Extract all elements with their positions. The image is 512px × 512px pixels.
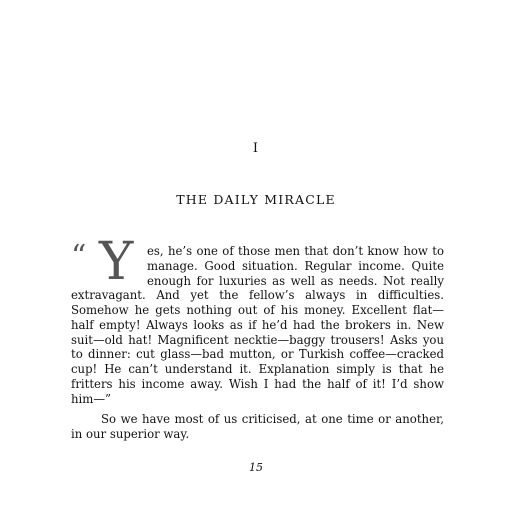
drop-cap: Y xyxy=(99,232,134,292)
drop-cap-block xyxy=(71,232,147,292)
chapter-number: I xyxy=(252,141,260,156)
page-number: 15 xyxy=(249,461,263,474)
chapter-title: THE DAILY MIRACLE xyxy=(176,192,336,207)
opening-quote-mark: “ xyxy=(71,239,87,274)
second-paragraph: So we have most of us criticised, at one time or another, in our superior way. xyxy=(71,412,444,441)
opening-paragraph-text: es, he’s one of those men that don’t know how to manage. Good situation. Regular income. Quite enough for luxuries as well as needs. Not really extravagant. And yet the fellow’s always in difficulties. Somehow he gets nothing out of his money. Excellent flat—half empty! Always looks as if he’d had the brokers in. New suit—old hat! Magnificent necktie—baggy trousers! Asks you to dinner: cut glass—bad mutton, or Turkish coffee—cracked cup! He can’t understand it. Explanation simply is that he fritters his income away. Wish I had the half of it! I’d show him—” xyxy=(71,244,444,406)
body-text xyxy=(71,232,444,442)
opening-paragraph xyxy=(71,232,444,406)
